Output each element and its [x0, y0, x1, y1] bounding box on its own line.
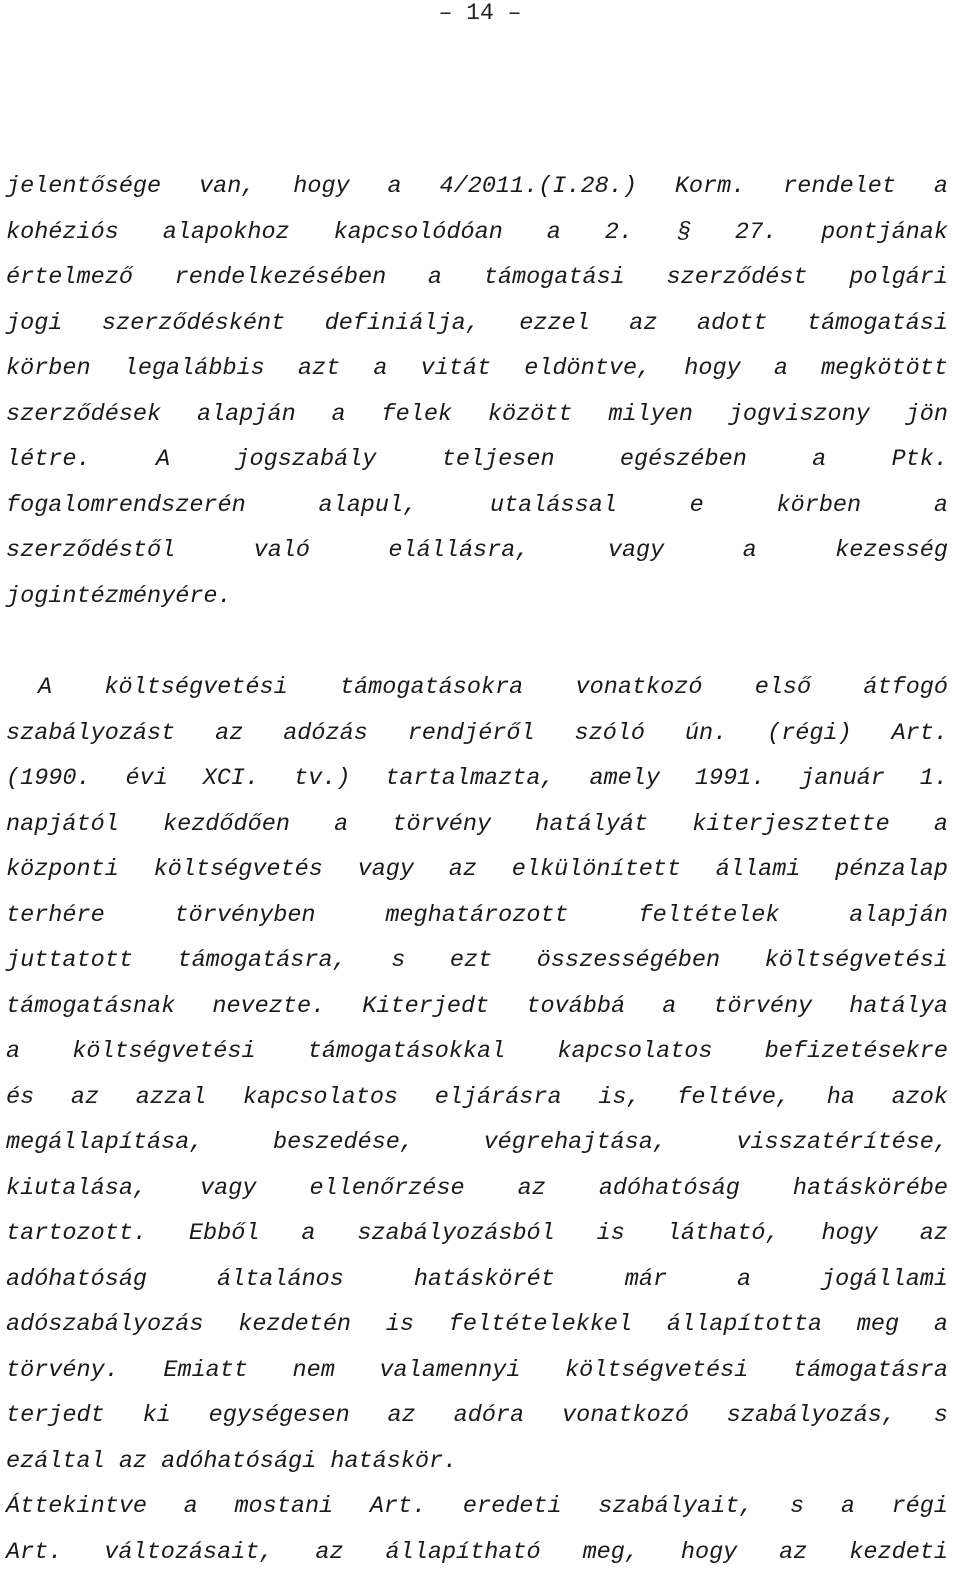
text-line: törvény. Emiatt nem valamennyi költségvetési támogatásra — [6, 1356, 948, 1384]
text-line: napjától kezdődően a törvény hatályát kiterjesztette a — [6, 810, 948, 838]
text-line: juttatott támogatásra, s ezt összességében költségvetési — [6, 947, 948, 974]
text-line: szerződések alapján a felek között milyen jogviszony jön — [6, 400, 948, 428]
text-line: terhére törvényben meghatározott feltételek alapján — [6, 901, 948, 929]
text-line: támogatásnak nevezte. Kiterjedt továbbá a törvény hatálya — [6, 992, 948, 1020]
text-line: értelmező rendelkezésében a támogatási szerződést polgári — [6, 264, 948, 291]
paragraph-2 — [6, 665, 948, 1575]
text-line: jogintézményére. — [6, 582, 232, 610]
text-line: a költségvetési támogatásokkal kapcsolatos befizetésekre — [6, 1038, 948, 1065]
text-line: A költségvetési támogatásokra vonatkozó első átfogó — [38, 674, 948, 701]
text-line: szabályozást az adózás rendjéről szóló ún. (régi) Art. — [6, 719, 948, 747]
text-line: Art. változásait, az állapítható meg, hogy az kezdeti — [6, 1538, 948, 1566]
text-line: tartozott. Ebből a szabályozásból is látható, hogy az — [6, 1220, 948, 1247]
text-line: megállapítása, beszedése, végrehajtása, visszatérítése, — [6, 1129, 948, 1156]
text-line: körben legalábbis azt a vitát eldöntve, hogy a megkötött — [6, 355, 948, 382]
text-line: Áttekintve a mostani Art. eredeti szabályait, s a régi — [6, 1493, 948, 1520]
text-line: ezáltal az adóhatósági hatáskör. — [6, 1447, 458, 1475]
page-number: – 14 – — [438, 0, 522, 26]
text-line: adószabályozás kezdetén is feltételekkel állapította meg a — [6, 1311, 948, 1338]
text-line: terjedt ki egységesen az adóra vonatkozó szabályozás, s — [6, 1402, 948, 1429]
text-line: szerződéstől való elállásra, vagy a kezesség — [6, 537, 948, 564]
text-line: jelentősége van, hogy a 4/2011.(I.28.) Korm. rendelet a — [6, 173, 948, 200]
text-line: (1990. évi XCI. tv.) tartalmazta, amely 1991. január 1. — [6, 765, 948, 792]
text-line: kohéziós alapokhoz kapcsolódóan a 2. § 27. pontjának — [6, 218, 948, 246]
text-line: létre. A jogszabály teljesen egészében a Ptk. — [6, 446, 948, 473]
text-line: kiutalása, vagy ellenőrzése az adóhatóság hatáskörébe — [6, 1174, 948, 1202]
text-line: központi költségvetés vagy az elkülönített állami pénzalap — [6, 856, 948, 883]
text-line: jogi szerződésként definiálja, ezzel az adott támogatási — [6, 309, 948, 337]
text-line: fogalomrendszerén alapul, utalással e körben a — [6, 491, 948, 519]
text-line: és az azzal kapcsolatos eljárásra is, feltéve, ha azok — [6, 1083, 948, 1111]
text-line: adóhatóság általános hatáskörét már a jogállami — [6, 1265, 948, 1293]
paragraph-1 — [6, 164, 948, 619]
